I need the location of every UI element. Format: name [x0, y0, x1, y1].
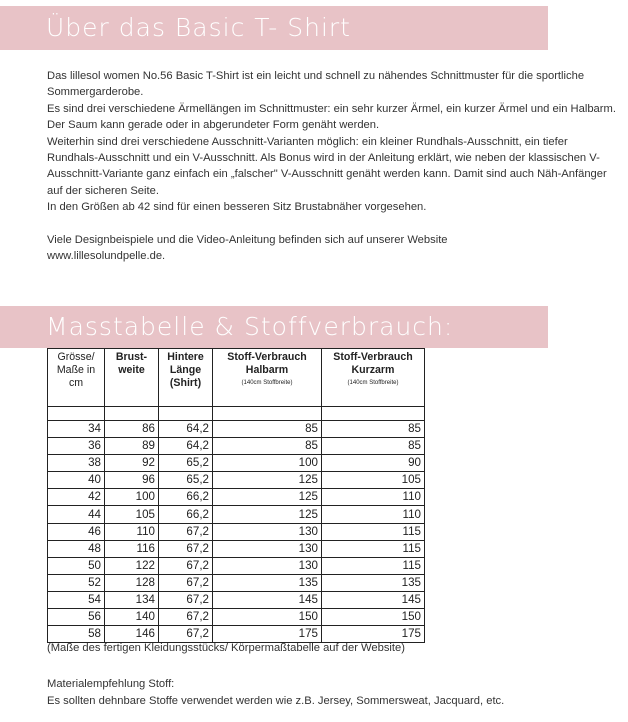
cell-fabric-half: 175: [213, 626, 322, 643]
table-row: [48, 591, 425, 608]
cell-fabric-short: 115: [322, 540, 425, 557]
intro-paragraph: Weiterhin sind drei verschiedene Ausschnitt-Varianten möglich: ein kleiner Rundhals-Ausschnitt, ein tiefer Rundhals-Ausschnitt und ein V-Ausschnitt. Als Bonus wird in der Anleitung erklärt, wie neben der klassischen V-Ausschnitt-Variante ganz einfach ein „falscher" V-Ausschnitt genäht werden kann. Damit sind auch Näh-Anfänger auf der sicheren Seite.: [47, 135, 607, 197]
size-table: [47, 348, 425, 643]
header-size: Grösse/ Maße in cm: [48, 349, 105, 407]
cell-size: 44: [48, 506, 105, 523]
website-text: Viele Designbeispiele und die Video-Anleitung befinden sich auf unserer Website: [47, 233, 448, 246]
section-title-size-table: Masstabelle & Stoffverbrauch:: [46, 312, 454, 341]
table-row: [48, 472, 425, 489]
cell-fabric-short: 135: [322, 574, 425, 591]
section-banner-about: [0, 6, 548, 50]
cell-back-length: 67,2: [159, 591, 213, 608]
section-title-about: Über das Basic T- Shirt: [46, 13, 351, 42]
cell-size: 40: [48, 472, 105, 489]
cell-chest: 128: [105, 574, 159, 591]
intro-paragraph: Es sind drei verschiedene Ärmellängen im Schnittmuster: ein sehr kurzer Ärmel, ein kurzer Ärmel und ein Halbarm.: [47, 102, 616, 115]
cell-back-length: 67,2: [159, 557, 213, 574]
cell-size: 38: [48, 455, 105, 472]
website-url: www.lillesolundpelle.de.: [47, 250, 166, 263]
cell-fabric-short: 145: [322, 591, 425, 608]
intro-paragraph: Der Saum kann gerade oder in abgerundeter Form genäht werden.: [47, 119, 380, 132]
cell-fabric-short: 90: [322, 455, 425, 472]
cell-fabric-short: 115: [322, 523, 425, 540]
intro-paragraph: Das lillesol women No.56 Basic T-Shirt ist ein leicht und schnell zu nähendes Schnittmuster für die sportliche Sommergarderobe.: [47, 70, 585, 99]
cell-chest: 116: [105, 540, 159, 557]
cell-size: 34: [48, 421, 105, 438]
header-fabric-short-label: Stoff-Verbrauch Kurzarm: [333, 351, 413, 376]
cell-back-length: 66,2: [159, 506, 213, 523]
intro-paragraph: In den Größen ab 42 sind für einen besseren Sitz Brustabnäher vorgesehen.: [47, 201, 427, 214]
cell-fabric-half: 85: [213, 421, 322, 438]
cell-back-length: 67,2: [159, 523, 213, 540]
cell-back-length: 65,2: [159, 455, 213, 472]
cell-chest: 110: [105, 523, 159, 540]
cell-fabric-half: 135: [213, 574, 322, 591]
cell-chest: 96: [105, 472, 159, 489]
cell-back-length: 65,2: [159, 472, 213, 489]
cell-size: 48: [48, 540, 105, 557]
cell-size: 46: [48, 523, 105, 540]
cell-fabric-short: 115: [322, 557, 425, 574]
cell-back-length: 67,2: [159, 574, 213, 591]
cell-back-length: 67,2: [159, 626, 213, 643]
cell-fabric-short: 175: [322, 626, 425, 643]
cell-chest: 105: [105, 506, 159, 523]
cell-size: 42: [48, 489, 105, 506]
cell-size: 56: [48, 609, 105, 626]
section-banner-size-table: [0, 306, 548, 348]
cell-size: 52: [48, 574, 105, 591]
table-row: [48, 438, 425, 455]
table-spacer-row: [48, 407, 425, 421]
header-fabric-half-sleeve: [213, 349, 322, 407]
cell-chest: 146: [105, 626, 159, 643]
header-fabric-short-note: (140cm Stoffbreite): [347, 380, 399, 386]
table-row: [48, 540, 425, 557]
table-row: [48, 557, 425, 574]
cell-fabric-half: 125: [213, 472, 322, 489]
cell-back-length: 64,2: [159, 438, 213, 455]
cell-fabric-half: 125: [213, 489, 322, 506]
table-row: [48, 626, 425, 643]
table-note: (Maße des fertigen Kleidungsstücks/ Körpermaßtabelle auf der Website): [47, 642, 405, 654]
header-fabric-half-note: (140cm Stoffbreite): [241, 380, 293, 386]
header-fabric-half-label: Stoff-Verbrauch Halbarm: [227, 351, 307, 376]
table-row: [48, 421, 425, 438]
header-back-length: Hintere Länge (Shirt): [159, 349, 213, 407]
cell-chest: 100: [105, 489, 159, 506]
table-header-row: [48, 349, 425, 407]
cell-size: 58: [48, 626, 105, 643]
table-row: [48, 574, 425, 591]
header-chest: Brust-weite: [105, 349, 159, 407]
intro-text: [47, 68, 619, 264]
cell-fabric-short: 85: [322, 421, 425, 438]
table-row: [48, 609, 425, 626]
header-fabric-short-sleeve: [322, 349, 425, 407]
cell-chest: 140: [105, 609, 159, 626]
cell-chest: 89: [105, 438, 159, 455]
cell-chest: 92: [105, 455, 159, 472]
cell-back-length: 64,2: [159, 421, 213, 438]
cell-size: 50: [48, 557, 105, 574]
cell-fabric-short: 85: [322, 438, 425, 455]
cell-fabric-half: 150: [213, 609, 322, 626]
cell-chest: 134: [105, 591, 159, 608]
cell-size: 54: [48, 591, 105, 608]
table-row: [48, 455, 425, 472]
cell-fabric-half: 145: [213, 591, 322, 608]
cell-fabric-short: 150: [322, 609, 425, 626]
table-row: [48, 506, 425, 523]
cell-fabric-half: 130: [213, 540, 322, 557]
cell-chest: 122: [105, 557, 159, 574]
cell-size: 36: [48, 438, 105, 455]
material-title: Materialempfehlung Stoff:: [47, 678, 175, 690]
cell-back-length: 67,2: [159, 540, 213, 557]
table-row: [48, 523, 425, 540]
cell-back-length: 67,2: [159, 609, 213, 626]
cell-fabric-short: 110: [322, 489, 425, 506]
cell-fabric-half: 85: [213, 438, 322, 455]
cell-chest: 86: [105, 421, 159, 438]
cell-back-length: 66,2: [159, 489, 213, 506]
material-text: Es sollten dehnbare Stoffe verwendet werden wie z.B. Jersey, Sommersweat, Jacquard, etc.: [47, 695, 505, 707]
cell-fabric-short: 110: [322, 506, 425, 523]
cell-fabric-half: 130: [213, 523, 322, 540]
table-row: [48, 489, 425, 506]
cell-fabric-short: 105: [322, 472, 425, 489]
cell-fabric-half: 100: [213, 455, 322, 472]
table-body: [48, 421, 425, 643]
cell-fabric-half: 125: [213, 506, 322, 523]
cell-fabric-half: 130: [213, 557, 322, 574]
